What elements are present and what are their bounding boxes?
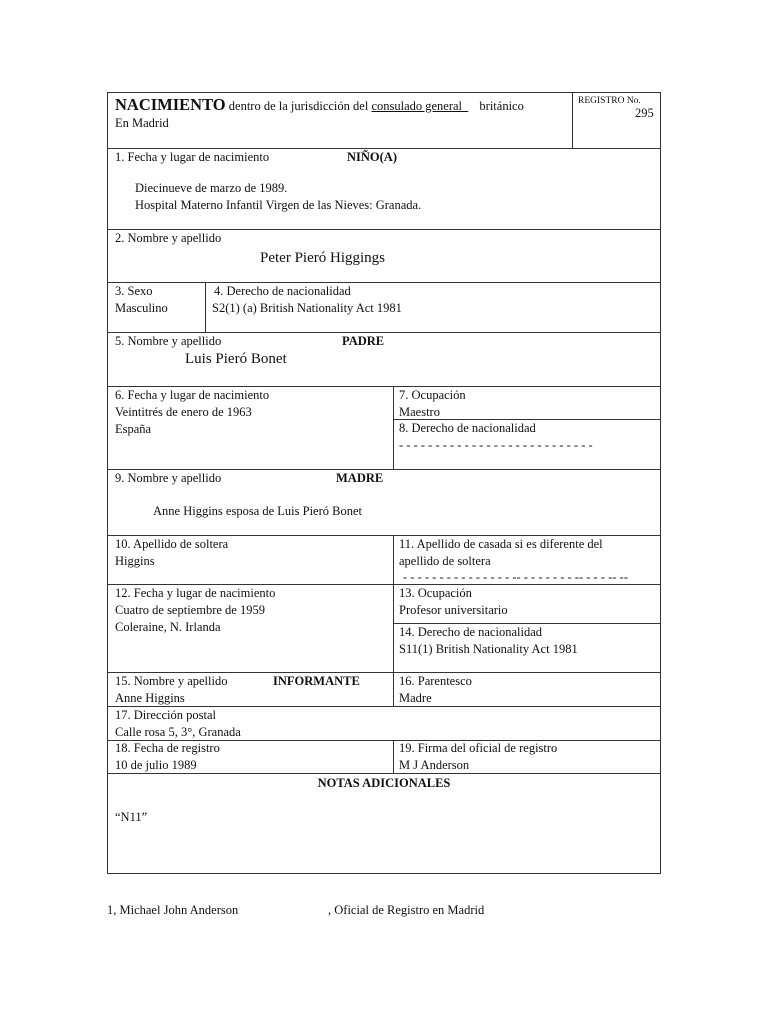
notes-title: NOTAS ADICIONALES — [317, 776, 451, 790]
birth-registration-form — [107, 92, 661, 874]
mother-birth-label: 12. Fecha y lugar de nacimiento — [115, 586, 276, 600]
mother-name: Anne Higgins esposa de Luis Pieró Bonet — [153, 504, 363, 518]
certifier-role: , Oficial de Registro en Madrid — [328, 903, 485, 917]
father-name-label: 5. Nombre y apellido — [115, 334, 222, 348]
notes-text: “N11” — [115, 810, 148, 824]
mother-married-label: 11. Apellido de casada si es diferente del — [399, 537, 603, 551]
registro-label: REGISTRO No. — [578, 96, 641, 106]
child-birth-date: Diecinueve de marzo de 1989. — [135, 181, 288, 195]
child-section-title: NIÑO(A) — [347, 150, 397, 164]
child-birth-place: Hospital Materno Infantil Virgen de las Nieves: Granada. — [135, 198, 422, 212]
certifier-name: 1, Michael John Anderson — [107, 903, 239, 917]
father-section-title: PADRE — [342, 334, 385, 348]
mother-married: - - - - - - - - - - - - - - - -- - - - - - - - -- - - - -- -- — [403, 570, 628, 584]
child-name-label: 2. Nombre y apellido — [115, 231, 222, 245]
father-occupation-label: 7. Ocupación — [399, 388, 466, 402]
informant-address: Calle rosa 5, 3°, Granada — [115, 725, 241, 739]
informant-relation-label: 16. Parentesco — [399, 674, 472, 688]
registration-date-label: 18. Fecha de registro — [115, 741, 220, 755]
father-nationality: - - - - - - - - - - - - - - - - - - - - - - - - - - - — [399, 438, 593, 452]
column-divider — [393, 535, 394, 706]
form-title-main: NACIMIENTO — [115, 95, 226, 114]
child-sex: Masculino — [115, 301, 168, 315]
informant-section-title: INFORMANTE — [273, 674, 360, 688]
registration-date: 10 de julio 1989 — [115, 758, 197, 772]
informant-name: Anne Higgins — [115, 691, 185, 705]
form-title — [115, 96, 524, 115]
mother-maiden: Higgins — [115, 554, 155, 568]
child-birth-label: 1. Fecha y lugar de nacimiento — [115, 150, 270, 164]
row-divider — [108, 282, 660, 283]
informant-address-label: 17. Dirección postal — [115, 708, 217, 722]
father-birth-place: España — [115, 422, 152, 436]
mother-married-label-cont: apellido de soltera — [399, 554, 491, 568]
mother-nationality: S11(1) British Nationality Act 1981 — [399, 642, 578, 656]
father-nationality-label: 8. Derecho de nacionalidad — [399, 421, 536, 435]
mother-occupation-label: 13. Ocupación — [399, 586, 472, 600]
column-divider — [572, 93, 573, 148]
child-name: Peter Pieró Higgings — [260, 250, 385, 266]
mother-maiden-label: 10. Apellido de soltera — [115, 537, 229, 551]
father-birth-label: 6. Fecha y lugar de nacimiento — [115, 388, 270, 402]
father-name: Luis Pieró Bonet — [185, 351, 287, 367]
consulate-location: En Madrid — [115, 116, 169, 130]
consulate-type: consulado general — [371, 99, 463, 113]
registrar-signature-label: 19. Firma del oficial de registro — [399, 741, 558, 755]
father-occupation: Maestro — [399, 405, 440, 419]
mother-section-title: MADRE — [336, 471, 384, 485]
child-sex-label: 3. Sexo — [115, 284, 153, 298]
column-divider — [393, 386, 394, 469]
registro-number: 295 — [635, 106, 654, 120]
child-nationality-label: 4. Derecho de nacionalidad — [214, 284, 351, 298]
mother-birth-place: Coleraine, N. Irlanda — [115, 620, 221, 634]
registrar-signature: M J Anderson — [399, 758, 470, 772]
column-divider — [205, 282, 206, 332]
informant-name-label: 15. Nombre y apellido — [115, 674, 228, 688]
column-divider — [393, 740, 394, 773]
form-title-rest: dentro de la jurisdicción del — [228, 99, 369, 113]
child-nationality: S2(1) (a) British Nationality Act 1981 — [212, 301, 402, 315]
mother-birth-date: Cuatro de septiembre de 1959 — [115, 603, 265, 617]
informant-relation: Madre — [399, 691, 432, 705]
row-divider — [108, 773, 660, 774]
mother-nationality-label: 14. Derecho de nacionalidad — [399, 625, 542, 639]
nationality-word: británico — [479, 99, 524, 113]
mother-occupation: Profesor universitario — [399, 603, 508, 617]
father-birth-date: Veintitrés de enero de 1963 — [115, 405, 252, 419]
mother-name-label: 9. Nombre y apellido — [115, 471, 222, 485]
